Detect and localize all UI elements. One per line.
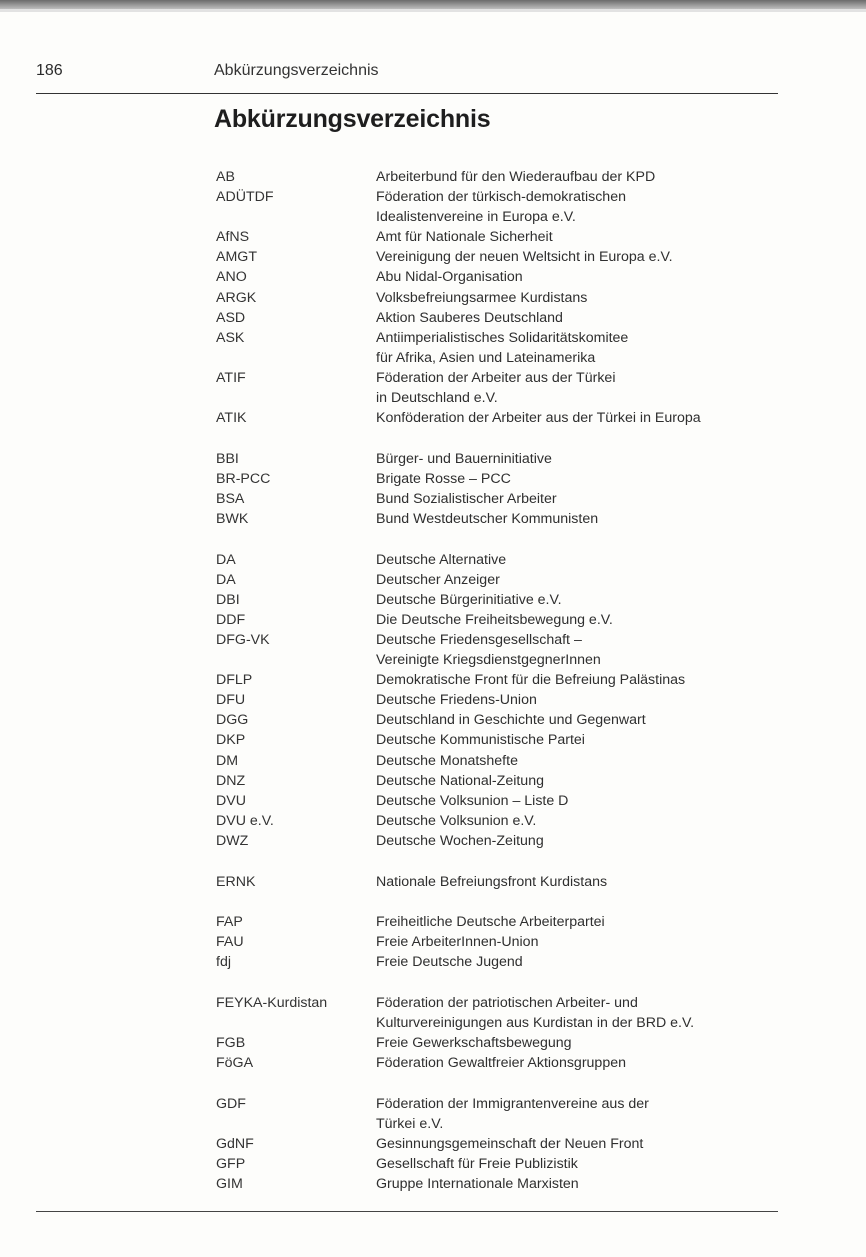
abbreviation-meaning: Volksbefreiungsarmee Kurdistans xyxy=(376,289,588,306)
abbreviation-group xyxy=(216,449,776,529)
abbreviation: DFU xyxy=(216,692,246,709)
abbreviation-entry xyxy=(216,872,776,892)
abbreviation-meaning: Abu Nidal-Organisation xyxy=(376,269,523,286)
abbreviation: ASD xyxy=(216,309,246,326)
abbreviation-entry xyxy=(216,771,776,791)
abbreviation-list xyxy=(216,167,776,1215)
abbreviation-entry xyxy=(216,489,776,509)
abbreviation-meaning: Gesellschaft für Freie Publizistik xyxy=(376,1156,578,1173)
abbreviation-meaning: Deutsche Volksunion e.V. xyxy=(376,812,537,829)
abbreviation-meaning: Gruppe Internationale Marxisten xyxy=(376,1176,579,1193)
abbreviation: FGB xyxy=(216,1035,246,1052)
abbreviation-meaning: Vereinigung der neuen Weltsicht in Europa e.V. xyxy=(376,249,673,266)
abbreviation: ATIK xyxy=(216,410,247,427)
abbreviation-meaning: Aktion Sauberes Deutschland xyxy=(376,309,563,326)
abbreviation: AfNS xyxy=(216,229,250,246)
abbreviation-entry xyxy=(216,1094,776,1134)
scan-edge-shadow xyxy=(0,9,866,12)
abbreviation: DFLP xyxy=(216,672,253,689)
abbreviation-meaning: Föderation der türkisch-demokratischen Idealistenvereine in Europa e.V. xyxy=(376,189,626,226)
abbreviation-group xyxy=(216,993,776,1073)
abbreviation-entry xyxy=(216,570,776,590)
abbreviation-meaning: Demokratische Front für die Befreiung Palästinas xyxy=(376,672,686,689)
abbreviation-meaning: Föderation der Arbeiter aus der Türkei in Deutschland e.V. xyxy=(376,369,616,407)
abbreviation: BBI xyxy=(216,450,239,467)
abbreviation-meaning: Bund Sozialistischer Arbeiter xyxy=(376,490,557,507)
abbreviation-entry xyxy=(216,469,776,489)
abbreviation-entry xyxy=(216,288,776,308)
abbreviation-entry xyxy=(216,952,776,972)
abbreviation-entry xyxy=(216,1053,776,1073)
abbreviation: GFP xyxy=(216,1156,246,1173)
abbreviation-meaning: Föderation der patriotischen Arbeiter- und Kulturvereinigungen aus Kurdistan in der BRD e.V. xyxy=(376,994,695,1031)
abbreviation-meaning: Bürger- und Bauerninitiative xyxy=(376,450,552,467)
scan-edge xyxy=(0,0,866,9)
abbreviation-entry xyxy=(216,932,776,952)
abbreviation: ARGK xyxy=(216,289,257,306)
abbreviation: fdj xyxy=(216,954,231,971)
abbreviation-entry xyxy=(216,1154,776,1174)
abbreviation-entry xyxy=(216,1134,776,1154)
abbreviation-meaning: Nationale Befreiungsfront Kurdistans xyxy=(376,873,608,890)
abbreviation: DKP xyxy=(216,732,246,749)
abbreviation: DM xyxy=(216,752,239,769)
abbreviation-group xyxy=(216,1094,776,1194)
abbreviation: BSA xyxy=(216,490,245,507)
abbreviation-entry xyxy=(216,630,776,670)
abbreviation: BR-PCC xyxy=(216,470,271,487)
abbreviation: GdNF xyxy=(216,1135,254,1152)
abbreviation: AMGT xyxy=(216,249,257,266)
abbreviation: ATIF xyxy=(216,369,246,386)
abbreviation: ADÜTDF xyxy=(216,189,274,206)
abbreviation: ERNK xyxy=(216,873,256,890)
abbreviation: ANO xyxy=(216,269,247,286)
abbreviation-group xyxy=(216,167,776,428)
abbreviation-group xyxy=(216,912,776,972)
abbreviation-entry xyxy=(216,710,776,730)
abbreviation: DA xyxy=(216,551,236,568)
abbreviation-meaning: Föderation der Immigrantenvereine aus der Türkei e.V. xyxy=(376,1095,649,1132)
abbreviation: GDF xyxy=(216,1095,246,1112)
abbreviation-meaning: Freiheitliche Deutsche Arbeiterpartei xyxy=(376,914,605,931)
abbreviation-entry xyxy=(216,751,776,771)
abbreviation-meaning: Gesinnungsgemeinschaft der Neuen Front xyxy=(376,1135,644,1152)
abbreviation-entry xyxy=(216,730,776,750)
abbreviation-entry xyxy=(216,670,776,690)
abbreviation-entry xyxy=(216,408,776,428)
abbreviation-meaning: Deutsche Friedens-Union xyxy=(376,692,537,709)
abbreviation: DVU xyxy=(216,792,246,809)
abbreviation-meaning: Deutschland in Geschichte und Gegenwart xyxy=(376,712,646,729)
abbreviation-entry xyxy=(216,449,776,469)
abbreviation-entry xyxy=(216,227,776,247)
abbreviation-entry xyxy=(216,1174,776,1194)
abbreviation-meaning: Brigate Rosse – PCC xyxy=(376,470,511,487)
abbreviation-meaning: Deutsche Bürgerinitiative e.V. xyxy=(376,591,562,608)
abbreviation-entry xyxy=(216,1033,776,1053)
abbreviation-entry xyxy=(216,791,776,811)
abbreviation-entry xyxy=(216,610,776,630)
abbreviation-group xyxy=(216,550,776,851)
abbreviation-meaning: Freie Deutsche Jugend xyxy=(376,954,523,971)
abbreviation-entry xyxy=(216,187,776,227)
abbreviation: FEYKA-Kurdistan xyxy=(216,994,328,1011)
abbreviation-entry xyxy=(216,308,776,328)
abbreviation-entry xyxy=(216,267,776,287)
abbreviation-entry xyxy=(216,328,776,368)
abbreviation-entry xyxy=(216,167,776,187)
abbreviation: FöGA xyxy=(216,1055,254,1072)
abbreviation: DNZ xyxy=(216,772,246,789)
abbreviation-meaning: Deutsche Friedensgesellschaft – Vereinigte KriegsdienstgegnerInnen xyxy=(376,631,601,669)
abbreviation-meaning: Deutscher Anzeiger xyxy=(376,571,500,588)
abbreviation: BWK xyxy=(216,511,249,527)
abbreviation-entry xyxy=(216,690,776,710)
running-title: Abkürzungsverzeichnis xyxy=(214,62,379,79)
abbreviation-meaning: Deutsche Wochen-Zeitung xyxy=(376,832,544,849)
abbreviation-entry xyxy=(216,247,776,267)
abbreviation-meaning: Deutsche Kommunistische Partei xyxy=(376,732,585,749)
abbreviation: DFG-VK xyxy=(216,631,270,648)
abbreviation: FAU xyxy=(216,934,244,951)
abbreviation: FAP xyxy=(216,914,243,931)
abbreviation-entry xyxy=(216,993,776,1033)
header-rule xyxy=(36,93,778,94)
abbreviation-meaning: Freie Gewerkschaftsbewegung xyxy=(376,1035,572,1052)
abbreviation: DBI xyxy=(216,591,240,608)
abbreviation: AB xyxy=(216,169,235,185)
abbreviation: DWZ xyxy=(216,832,249,849)
abbreviation-meaning: Konföderation der Arbeiter aus der Türkei in Europa xyxy=(376,410,701,427)
abbreviation-entry xyxy=(216,590,776,610)
abbreviation-meaning: Deutsche Alternative xyxy=(376,551,507,568)
abbreviation-meaning: Deutsche Monatshefte xyxy=(376,752,518,769)
abbreviation-meaning: Die Deutsche Freiheitsbewegung e.V. xyxy=(376,611,613,628)
abbreviation-meaning: Antiimperialistisches Solidaritätskomitee für Afrika, Asien und Lateinamerika xyxy=(376,329,629,366)
abbreviation-entry xyxy=(216,811,776,831)
abbreviation: DA xyxy=(216,571,236,588)
abbreviation-entry xyxy=(216,550,776,570)
abbreviation-meaning: Bund Westdeutscher Kommunisten xyxy=(376,511,599,527)
abbreviation-meaning: Deutsche National-Zeitung xyxy=(376,772,544,789)
abbreviation: GIM xyxy=(216,1176,243,1193)
abbreviation-meaning: Deutsche Volksunion – Liste D xyxy=(376,792,569,809)
abbreviation: ASK xyxy=(216,329,245,346)
abbreviation: DDF xyxy=(216,611,246,628)
page-number: 186 xyxy=(36,62,63,79)
footer-rule xyxy=(36,1211,778,1212)
abbreviation-meaning: Arbeiterbund für den Wiederaufbau der KPD xyxy=(376,169,656,185)
abbreviation-entry xyxy=(216,509,776,529)
abbreviation-meaning: Amt für Nationale Sicherheit xyxy=(376,229,553,246)
abbreviation: DGG xyxy=(216,712,249,729)
abbreviation-group xyxy=(216,872,776,892)
abbreviation: DVU e.V. xyxy=(216,812,274,829)
abbreviation-meaning: Freie ArbeiterInnen-Union xyxy=(376,934,539,951)
abbreviation-entry xyxy=(216,912,776,932)
abbreviation-entry xyxy=(216,368,776,408)
page-title: Abkürzungsverzeichnis xyxy=(214,105,491,133)
abbreviation-entry xyxy=(216,831,776,851)
abbreviation-meaning: Föderation Gewaltfreier Aktionsgruppen xyxy=(376,1055,626,1072)
